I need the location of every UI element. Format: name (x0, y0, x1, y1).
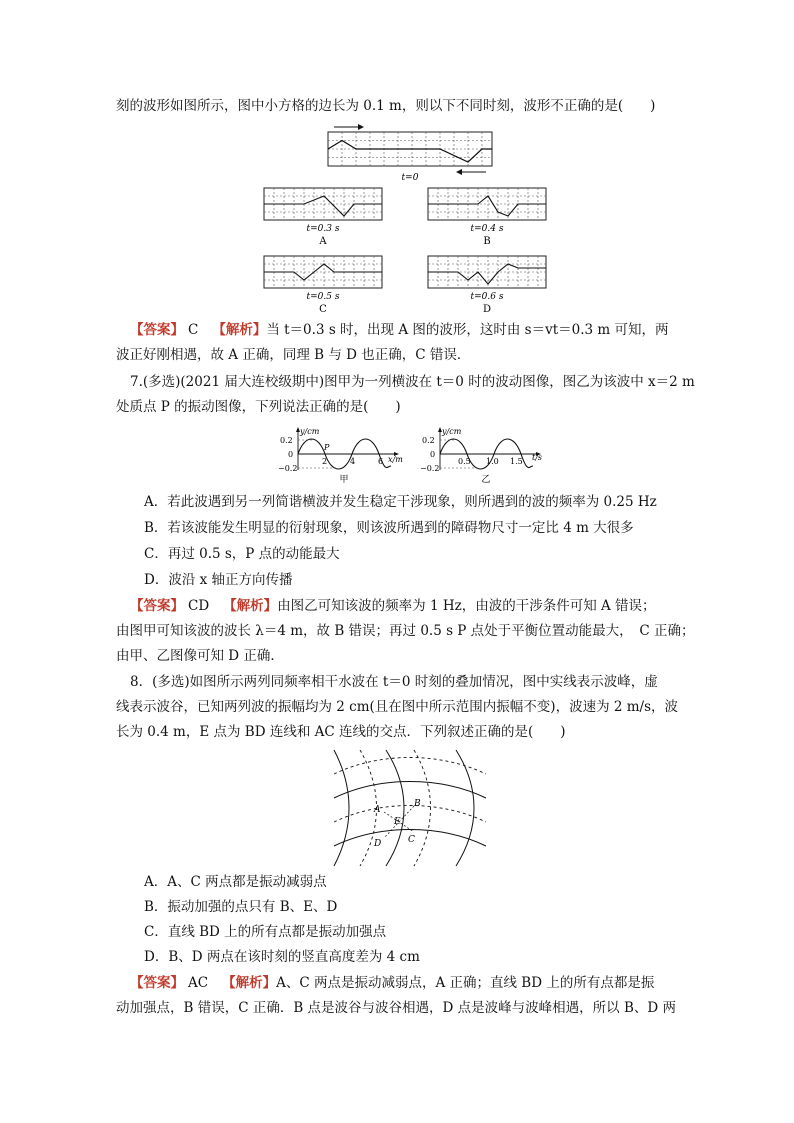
q7-graph-jia (278, 426, 408, 486)
q7-answer-line (130, 596, 656, 616)
q8-stem-line1: 8．(多选)如图所示两列同频率相干水波在 t＝0 时刻的叠加情况，图中实线表示波峰，虚 (130, 674, 658, 690)
q8-option-d: D．B、D 两点在该时刻的竖直高度差为 4 cm (144, 949, 420, 965)
jia-xlabel: x/m (388, 455, 403, 464)
analysis-tag: 【解析】 (212, 322, 267, 338)
analysis-text: 由图乙可知该波的频率为 1 Hz，由波的干涉条件可知 A 错误； (277, 598, 656, 614)
q6-answer-line (130, 320, 669, 340)
jia-ytop: 0.2 (280, 436, 293, 445)
q7-option-d: D．波沿 x 轴正方向传播 (144, 572, 293, 588)
yi-ybot: −0.2 (420, 464, 440, 473)
answer-tag: 【答案】 (130, 975, 184, 991)
yi-zero: 0 (430, 450, 436, 459)
q7-option-b: B．若该波能发生明显的衍射现象，则该波所遇到的障碍物尺寸一定比 4 m 大很多 (144, 520, 634, 536)
q7-stem-line2: 处质点 P 的振动图像，下列说法正确的是( ) (116, 399, 401, 415)
q8-answer-line (130, 973, 654, 993)
jia-xtick-1: 2 (322, 457, 328, 466)
q6-panel-b (424, 186, 550, 248)
point-c: C (408, 835, 415, 845)
answer-value: AC (188, 975, 209, 991)
panel-c-time: t=0.5 s (306, 292, 340, 302)
q7-stem-line1: 7.(多选)(2021 届大连校级期中)图甲为一列横波在 t＝0 时的波动图像，图乙为该波中 x＝2 m (130, 374, 695, 390)
panel-b-time: t=0.4 s (470, 224, 504, 234)
q6-panel-c (260, 254, 386, 316)
yi-caption: 乙 (481, 475, 491, 485)
panel-a-letter: A (319, 236, 327, 247)
q8-stem-line2: 线表示波谷，已知两列波的振幅均为 2 cm(且在图中所示范围内振幅不变)，波速为 2 m/s，波 (116, 699, 679, 715)
q7-analysis-line2: 由图甲可知该波的波长 λ＝4 m，故 B 错误；再过 0.5 s P 点处于平衡位置动能最大， C 正确； (116, 623, 695, 639)
q6-panel-a (260, 186, 386, 248)
answer-value: CD (188, 598, 210, 614)
q7-option-c: C．再过 0.5 s，P 点的动能最大 (144, 546, 340, 562)
jia-xtick-2: 4 (350, 457, 356, 466)
q8-option-b: B．振动加强的点只有 B、E、D (144, 899, 338, 915)
answer-tag: 【答案】 (130, 598, 184, 614)
point-b: B (414, 799, 421, 809)
jia-ybot: −0.2 (278, 464, 298, 473)
analysis-tag: 【解析】 (222, 975, 277, 991)
panel-a-time: t=0.3 s (306, 224, 340, 234)
q8-option-a: A．A、C 两点都是振动减弱点 (144, 874, 327, 890)
q6-analysis-line2: 波正好刚相遇，故 A 正确，同理 B 与 D 也正确，C 错误． (116, 347, 471, 363)
yi-xtick-2: 1.0 (486, 457, 499, 466)
answer-value: C (188, 322, 199, 338)
q6-stem-line1: 刻的波形如图所示，图中小方格的边长为 0.1 m，则以下不同时刻，波形不正确的是( ) (116, 98, 656, 114)
q8-option-c: C．直线 BD 上的所有点都是振动加强点 (144, 924, 387, 940)
point-a: A (374, 805, 381, 815)
fig-t0-label: t=0 (401, 173, 419, 183)
yi-ytop: 0.2 (422, 436, 435, 445)
panel-d-letter: D (482, 304, 492, 315)
yi-xtick-3: 1.5 (510, 457, 523, 466)
analysis-text: 当 t＝0.3 s 时，出现 A 图的波形，这时由 s＝vt＝0.3 m 可知，两 (266, 322, 669, 338)
panel-b-letter: B (483, 236, 491, 247)
jia-zero: 0 (288, 450, 294, 459)
point-d: D (374, 839, 382, 849)
answer-tag: 【答案】 (130, 322, 184, 338)
jia-ylabel: y/cm (300, 427, 320, 436)
jia-xtick-3: 6 (378, 457, 384, 466)
jia-caption: 甲 (339, 475, 349, 485)
analysis-text: A、C 两点是振动减弱点，A 正确；直线 BD 上的所有点都是振 (276, 975, 655, 991)
q8-analysis-line2: 动加强点，B 错误，C 正确．B 点是波谷与波谷相遇，D 点是波峰与波峰相遇，所以 B、D 两 (116, 1000, 676, 1016)
q6-wave-figure-t0 (322, 122, 498, 184)
q7-analysis-line3: 由甲、乙图像可知 D 正确． (116, 648, 284, 664)
point-e: E (394, 817, 401, 827)
analysis-tag: 【解析】 (223, 598, 278, 614)
q6-panel-d (424, 254, 550, 316)
yi-xlabel: t/s (532, 453, 543, 462)
panel-d-time: t=0.6 s (470, 292, 504, 302)
q7-option-a: A．若此波遇到另一列简谐横波并发生稳定干涉现象，则所遇到的波的频率为 0.25 Hz (144, 494, 657, 510)
panel-c-letter: C (319, 304, 327, 315)
yi-ylabel: y/cm (442, 427, 462, 436)
yi-xtick-1: 0.5 (458, 457, 471, 466)
q7-graph-yi (420, 426, 550, 486)
q8-stem-line3: 长为 0.4 m，E 点为 BD 连线和 AC 连线的交点．下列叙述正确的是( ) (116, 724, 566, 740)
q8-interference-figure (330, 748, 490, 868)
jia-point-p: P (324, 443, 330, 452)
